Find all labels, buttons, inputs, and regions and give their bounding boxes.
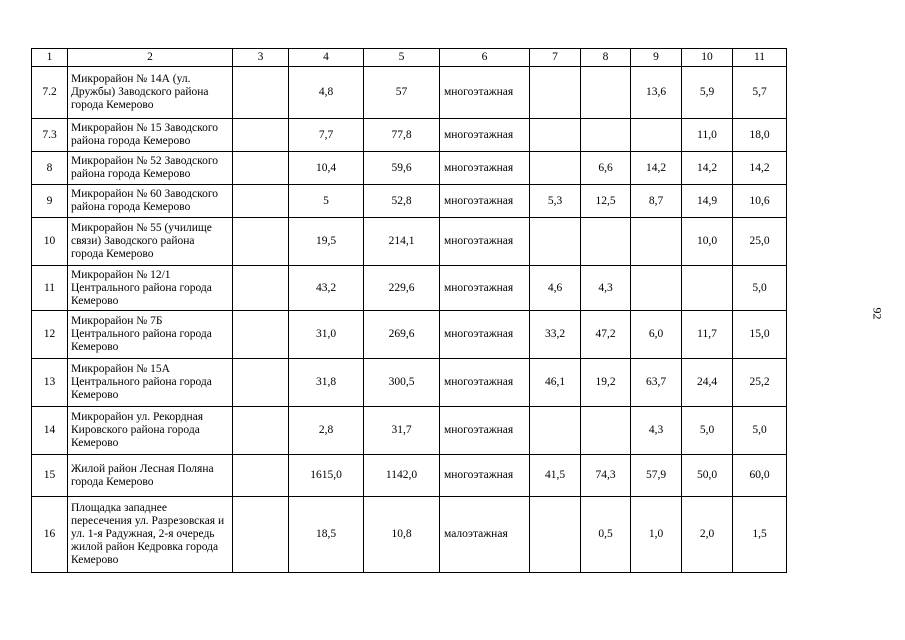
cell-col9	[631, 266, 682, 311]
table-row	[32, 455, 787, 497]
cell-col7	[530, 152, 581, 185]
cell-col7: 46,1	[530, 359, 581, 407]
cell-col4: 19,5	[289, 218, 364, 266]
cell-col9: 63,7	[631, 359, 682, 407]
cell-col8: 4,3	[581, 266, 631, 311]
cell-col11: 5,0	[733, 407, 787, 455]
row-number: 16	[32, 497, 68, 573]
cell-col8: 12,5	[581, 185, 631, 218]
row-number: 8	[32, 152, 68, 185]
location-name: Микрорайон № 12/1 Центрального района города Кемерово	[68, 266, 233, 311]
cell-col7: 41,5	[530, 455, 581, 497]
row-number: 7.2	[32, 67, 68, 119]
building-type: многоэтажная	[440, 185, 530, 218]
table-row	[32, 266, 787, 311]
cell-col7: 5,3	[530, 185, 581, 218]
cell-col7	[530, 218, 581, 266]
cell-col5: 31,7	[364, 407, 440, 455]
header-row	[32, 49, 787, 67]
column-header: 4	[289, 49, 364, 67]
cell-col10: 24,4	[682, 359, 733, 407]
cell-col3	[233, 218, 289, 266]
table-row	[32, 185, 787, 218]
location-name: Микрорайон № 14А (ул. Дружбы) Заводского района города Кемерово	[68, 67, 233, 119]
cell-col8: 19,2	[581, 359, 631, 407]
cell-col8: 47,2	[581, 311, 631, 359]
cell-col3	[233, 311, 289, 359]
table-row	[32, 497, 787, 573]
cell-col11: 5,7	[733, 67, 787, 119]
column-header: 3	[233, 49, 289, 67]
location-name: Микрорайон № 52 Заводского района города Кемерово	[68, 152, 233, 185]
cell-col9	[631, 119, 682, 152]
building-type: многоэтажная	[440, 119, 530, 152]
cell-col3	[233, 67, 289, 119]
row-number: 15	[32, 455, 68, 497]
table-row	[32, 152, 787, 185]
location-name: Микрорайон № 15А Центрального района города Кемерово	[68, 359, 233, 407]
cell-col5: 269,6	[364, 311, 440, 359]
cell-col4: 2,8	[289, 407, 364, 455]
cell-col8	[581, 67, 631, 119]
table-row	[32, 311, 787, 359]
cell-col8	[581, 119, 631, 152]
cell-col11: 14,2	[733, 152, 787, 185]
cell-col4: 18,5	[289, 497, 364, 573]
cell-col3	[233, 407, 289, 455]
cell-col10: 14,2	[682, 152, 733, 185]
cell-col4: 43,2	[289, 266, 364, 311]
cell-col7	[530, 497, 581, 573]
cell-col5: 300,5	[364, 359, 440, 407]
table-row	[32, 67, 787, 119]
building-type: многоэтажная	[440, 266, 530, 311]
location-name: Площадка западнее пересечения ул. Разрезовская и ул. 1-я Радужная, 2-я очередь жилой район Кедровка города Кемерово	[68, 497, 233, 573]
row-number: 9	[32, 185, 68, 218]
cell-col9: 4,3	[631, 407, 682, 455]
column-header: 5	[364, 49, 440, 67]
cell-col8	[581, 218, 631, 266]
row-number: 14	[32, 407, 68, 455]
cell-col10: 11,7	[682, 311, 733, 359]
row-number: 11	[32, 266, 68, 311]
cell-col3	[233, 152, 289, 185]
cell-col9: 14,2	[631, 152, 682, 185]
column-header: 2	[68, 49, 233, 67]
cell-col7	[530, 67, 581, 119]
cell-col4: 1615,0	[289, 455, 364, 497]
cell-col11: 5,0	[733, 266, 787, 311]
building-type: многоэтажная	[440, 152, 530, 185]
cell-col4: 4,8	[289, 67, 364, 119]
cell-col5: 229,6	[364, 266, 440, 311]
cell-col8	[581, 407, 631, 455]
column-header: 10	[682, 49, 733, 67]
building-type: малоэтажная	[440, 497, 530, 573]
cell-col5: 57	[364, 67, 440, 119]
cell-col11: 10,6	[733, 185, 787, 218]
row-number: 13	[32, 359, 68, 407]
column-header: 1	[32, 49, 68, 67]
cell-col10: 14,9	[682, 185, 733, 218]
data-table	[31, 48, 787, 573]
row-number: 12	[32, 311, 68, 359]
cell-col10: 50,0	[682, 455, 733, 497]
cell-col9: 57,9	[631, 455, 682, 497]
cell-col10	[682, 266, 733, 311]
cell-col4: 5	[289, 185, 364, 218]
location-name: Микрорайон ул. Рекордная Кировского района города Кемерово	[68, 407, 233, 455]
cell-col9: 1,0	[631, 497, 682, 573]
cell-col7	[530, 407, 581, 455]
building-type: многоэтажная	[440, 311, 530, 359]
table-container	[31, 48, 787, 573]
cell-col10: 5,9	[682, 67, 733, 119]
cell-col3	[233, 497, 289, 573]
location-name: Микрорайон № 15 Заводского района города Кемерово	[68, 119, 233, 152]
cell-col11: 18,0	[733, 119, 787, 152]
column-header: 9	[631, 49, 682, 67]
cell-col3	[233, 359, 289, 407]
cell-col4: 31,0	[289, 311, 364, 359]
cell-col5: 1142,0	[364, 455, 440, 497]
cell-col4: 7,7	[289, 119, 364, 152]
cell-col10: 10,0	[682, 218, 733, 266]
cell-col5: 52,8	[364, 185, 440, 218]
column-header: 7	[530, 49, 581, 67]
column-header: 8	[581, 49, 631, 67]
cell-col5: 77,8	[364, 119, 440, 152]
cell-col3	[233, 266, 289, 311]
row-number: 7.3	[32, 119, 68, 152]
table-row	[32, 407, 787, 455]
location-name: Жилой район Лесная Поляна города Кемерово	[68, 455, 233, 497]
cell-col8: 6,6	[581, 152, 631, 185]
cell-col8: 0,5	[581, 497, 631, 573]
building-type: многоэтажная	[440, 218, 530, 266]
cell-col3	[233, 185, 289, 218]
location-name: Микрорайон № 55 (училище связи) Заводского района города Кемерово	[68, 218, 233, 266]
location-name: Микрорайон № 7Б Центрального района города Кемерово	[68, 311, 233, 359]
building-type: многоэтажная	[440, 455, 530, 497]
cell-col11: 60,0	[733, 455, 787, 497]
cell-col5: 214,1	[364, 218, 440, 266]
cell-col7	[530, 119, 581, 152]
building-type: многоэтажная	[440, 359, 530, 407]
cell-col9: 8,7	[631, 185, 682, 218]
cell-col9: 6,0	[631, 311, 682, 359]
cell-col9	[631, 218, 682, 266]
building-type: многоэтажная	[440, 67, 530, 119]
column-header: 11	[733, 49, 787, 67]
cell-col10: 5,0	[682, 407, 733, 455]
cell-col11: 25,2	[733, 359, 787, 407]
cell-col7: 4,6	[530, 266, 581, 311]
page-number: 92	[870, 307, 885, 320]
cell-col4: 31,8	[289, 359, 364, 407]
cell-col5: 59,6	[364, 152, 440, 185]
cell-col11: 1,5	[733, 497, 787, 573]
cell-col8: 74,3	[581, 455, 631, 497]
location-name: Микрорайон № 60 Заводского района города Кемерово	[68, 185, 233, 218]
table-row	[32, 119, 787, 152]
table-row	[32, 218, 787, 266]
cell-col10: 11,0	[682, 119, 733, 152]
cell-col3	[233, 455, 289, 497]
row-number: 10	[32, 218, 68, 266]
table-row	[32, 359, 787, 407]
cell-col11: 15,0	[733, 311, 787, 359]
cell-col9: 13,6	[631, 67, 682, 119]
cell-col4: 10,4	[289, 152, 364, 185]
column-header: 6	[440, 49, 530, 67]
cell-col3	[233, 119, 289, 152]
cell-col11: 25,0	[733, 218, 787, 266]
building-type: многоэтажная	[440, 407, 530, 455]
cell-col7: 33,2	[530, 311, 581, 359]
cell-col10: 2,0	[682, 497, 733, 573]
cell-col5: 10,8	[364, 497, 440, 573]
